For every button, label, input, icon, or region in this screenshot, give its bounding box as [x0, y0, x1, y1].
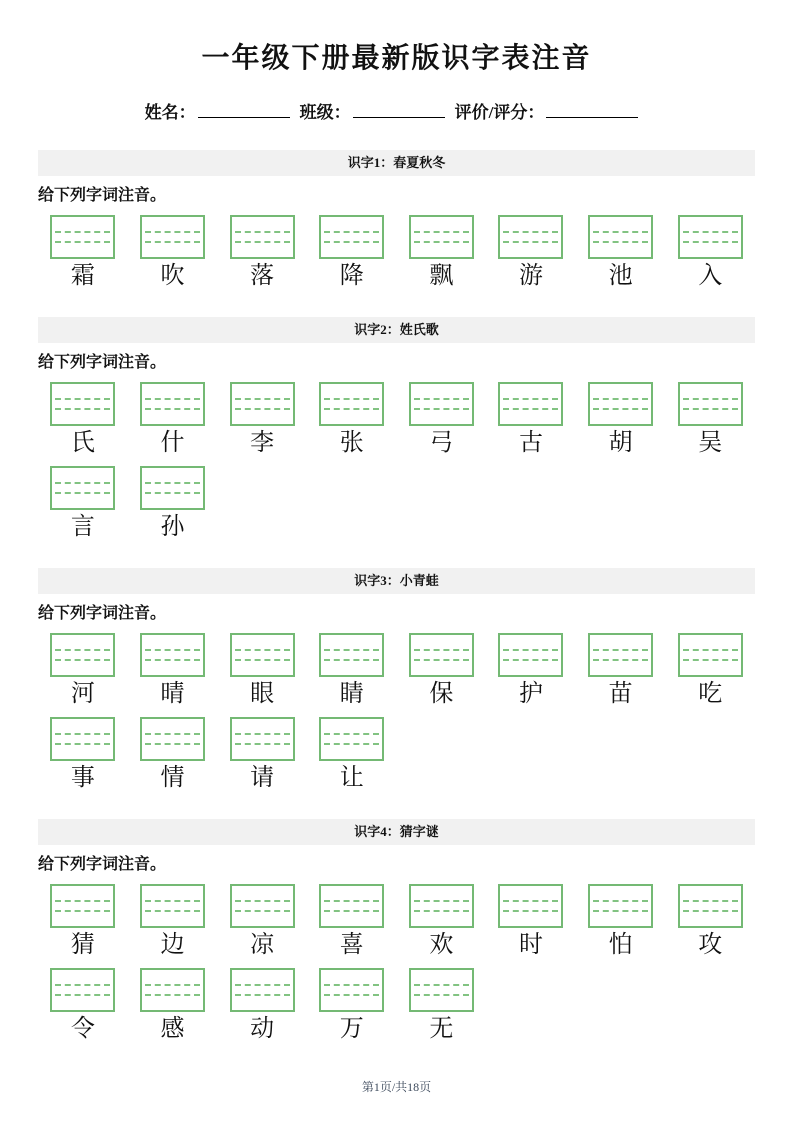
- pinyin-cell: [307, 884, 397, 960]
- pinyin-box[interactable]: [588, 382, 653, 426]
- pinyin-cell: [486, 215, 576, 291]
- pinyin-cell: [38, 382, 128, 458]
- pinyin-cell: [38, 884, 128, 960]
- character-label: 无: [429, 1016, 454, 1042]
- pinyin-dashed-line: [235, 659, 290, 661]
- pinyin-dashed-line: [55, 398, 110, 400]
- pinyin-box[interactable]: [409, 215, 474, 259]
- pinyin-cell: [307, 968, 397, 1044]
- section-header-bar: [38, 317, 755, 343]
- pinyin-dashed-line: [593, 408, 648, 410]
- pinyin-cell: [397, 968, 487, 1044]
- pinyin-box[interactable]: [678, 382, 743, 426]
- pinyin-dashed-line: [235, 649, 290, 651]
- lesson-section: [38, 568, 755, 793]
- pinyin-dashed-line: [683, 241, 738, 243]
- pinyin-dashed-line: [593, 241, 648, 243]
- pinyin-box[interactable]: [140, 215, 205, 259]
- pinyin-dashed-line: [593, 659, 648, 661]
- pinyin-dashed-line: [324, 649, 379, 651]
- pinyin-dashed-line: [414, 241, 469, 243]
- section-rows: [38, 884, 755, 1044]
- pinyin-box[interactable]: [319, 884, 384, 928]
- page-footer: 第1页/共18页: [361, 1080, 432, 1094]
- pinyin-dashed-line: [683, 398, 738, 400]
- pinyin-dashed-line: [324, 733, 379, 735]
- pinyin-box[interactable]: [140, 633, 205, 677]
- pinyin-box[interactable]: [230, 382, 295, 426]
- pinyin-dashed-line: [503, 900, 558, 902]
- pinyin-dashed-line: [145, 910, 200, 912]
- pinyin-dashed-line: [55, 241, 110, 243]
- pinyin-dashed-line: [503, 398, 558, 400]
- pinyin-dashed-line: [324, 231, 379, 233]
- section-header-bar: [38, 819, 755, 845]
- pinyin-dashed-line: [324, 900, 379, 902]
- pinyin-dashed-line: [414, 984, 469, 986]
- character-label: 睛: [339, 681, 364, 707]
- pinyin-dashed-line: [55, 649, 110, 651]
- character-label: 飘: [429, 263, 454, 289]
- pinyin-box[interactable]: [230, 717, 295, 761]
- pinyin-box[interactable]: [319, 968, 384, 1012]
- class-blank[interactable]: [353, 103, 445, 118]
- pinyin-cell: [397, 633, 487, 709]
- pinyin-box[interactable]: [409, 884, 474, 928]
- pinyin-cell: [576, 633, 666, 709]
- pinyin-box[interactable]: [498, 382, 563, 426]
- pinyin-dashed-line: [55, 659, 110, 661]
- pinyin-dashed-line: [503, 241, 558, 243]
- pinyin-dashed-line: [503, 659, 558, 661]
- pinyin-cell: [307, 717, 397, 793]
- pinyin-dashed-line: [55, 408, 110, 410]
- pinyin-dashed-line: [235, 241, 290, 243]
- score-label: 评价/评分：: [454, 103, 545, 122]
- pinyin-dashed-line: [683, 900, 738, 902]
- pinyin-dashed-line: [145, 733, 200, 735]
- character-label: 张: [339, 430, 364, 456]
- pinyin-dashed-line: [324, 241, 379, 243]
- character-label: 吃: [698, 681, 723, 707]
- pinyin-dashed-line: [145, 241, 200, 243]
- character-label: 胡: [608, 430, 633, 456]
- pinyin-dashed-line: [414, 408, 469, 410]
- pinyin-dashed-line: [55, 743, 110, 745]
- pinyin-dashed-line: [414, 900, 469, 902]
- pinyin-box[interactable]: [140, 466, 205, 510]
- section-title: 识字3：小青蛙: [354, 573, 439, 588]
- pinyin-dashed-line: [145, 398, 200, 400]
- pinyin-box[interactable]: [230, 215, 295, 259]
- pinyin-dashed-line: [324, 408, 379, 410]
- pinyin-cell: [397, 215, 487, 291]
- pinyin-cell: [217, 884, 307, 960]
- pinyin-dashed-line: [235, 910, 290, 912]
- character-label: 护: [518, 681, 543, 707]
- pinyin-box[interactable]: [409, 968, 474, 1012]
- pinyin-box[interactable]: [409, 633, 474, 677]
- name-label: 姓名：: [144, 103, 196, 122]
- character-label: 氏: [70, 430, 95, 456]
- pinyin-dashed-line: [145, 231, 200, 233]
- character-label: 眼: [250, 681, 275, 707]
- section-header-bar: [38, 568, 755, 594]
- section-title: 识字2：姓氏歌: [354, 322, 439, 337]
- pinyin-dashed-line: [145, 492, 200, 494]
- character-label: 苗: [608, 681, 633, 707]
- character-label: 古: [518, 430, 543, 456]
- page-title: 一年级下册最新版识字表注音: [201, 43, 592, 74]
- pinyin-box[interactable]: [230, 884, 295, 928]
- pinyin-dashed-line: [324, 984, 379, 986]
- pinyin-cell: [665, 633, 755, 709]
- section-rows: [38, 215, 755, 291]
- character-label: 弓: [429, 430, 454, 456]
- pinyin-cell: [665, 215, 755, 291]
- pinyin-dashed-line: [414, 231, 469, 233]
- pinyin-dashed-line: [414, 398, 469, 400]
- lesson-section: [38, 819, 755, 1044]
- pinyin-cell: [665, 884, 755, 960]
- score-blank[interactable]: [546, 103, 638, 118]
- pinyin-cell: [307, 382, 397, 458]
- pinyin-box[interactable]: [50, 466, 115, 510]
- pinyin-cell: [128, 968, 218, 1044]
- pinyin-cell: [38, 968, 128, 1044]
- pinyin-dashed-line: [503, 231, 558, 233]
- pinyin-cell: [307, 215, 397, 291]
- pinyin-box[interactable]: [678, 884, 743, 928]
- pinyin-dashed-line: [55, 231, 110, 233]
- pinyin-grid-row: [38, 215, 755, 291]
- pinyin-cell: [217, 633, 307, 709]
- pinyin-dashed-line: [55, 910, 110, 912]
- pinyin-box[interactable]: [319, 215, 384, 259]
- pinyin-box[interactable]: [50, 884, 115, 928]
- pinyin-cell: [128, 633, 218, 709]
- section-header-bar: [38, 150, 755, 176]
- pinyin-cell: [486, 884, 576, 960]
- pinyin-box[interactable]: [140, 382, 205, 426]
- pinyin-dashed-line: [593, 649, 648, 651]
- pinyin-dashed-line: [145, 482, 200, 484]
- pinyin-box[interactable]: [50, 382, 115, 426]
- pinyin-box[interactable]: [50, 717, 115, 761]
- character-label: 落: [250, 263, 275, 289]
- pinyin-box[interactable]: [319, 382, 384, 426]
- pinyin-dashed-line: [145, 900, 200, 902]
- pinyin-cell: [128, 382, 218, 458]
- pinyin-dashed-line: [593, 900, 648, 902]
- pinyin-box[interactable]: [588, 215, 653, 259]
- pinyin-cell: [128, 884, 218, 960]
- character-label: 晴: [160, 681, 185, 707]
- character-label: 入: [698, 263, 723, 289]
- pinyin-box[interactable]: [319, 633, 384, 677]
- pinyin-box[interactable]: [50, 215, 115, 259]
- instruction-text: 给下列字词注音。: [38, 856, 167, 873]
- pinyin-box[interactable]: [140, 717, 205, 761]
- pinyin-cell: [128, 215, 218, 291]
- pinyin-dashed-line: [324, 659, 379, 661]
- pinyin-dashed-line: [503, 649, 558, 651]
- pinyin-dashed-line: [145, 743, 200, 745]
- pinyin-dashed-line: [414, 659, 469, 661]
- pinyin-cell: [38, 717, 128, 793]
- pinyin-dashed-line: [324, 994, 379, 996]
- character-label: 吴: [698, 430, 723, 456]
- character-label: 时: [518, 932, 543, 958]
- instruction-text: 给下列字词注音。: [38, 605, 167, 622]
- pinyin-dashed-line: [503, 910, 558, 912]
- pinyin-dashed-line: [235, 900, 290, 902]
- character-label: 令: [70, 1016, 95, 1042]
- pinyin-dashed-line: [235, 984, 290, 986]
- pinyin-grid-row: [38, 633, 755, 709]
- pinyin-dashed-line: [145, 408, 200, 410]
- pinyin-box[interactable]: [230, 633, 295, 677]
- character-label: 欢: [429, 932, 454, 958]
- pinyin-box[interactable]: [498, 884, 563, 928]
- info-line: [38, 102, 755, 124]
- character-label: 孙: [160, 514, 185, 540]
- character-label: 边: [160, 932, 185, 958]
- instruction-text: 给下列字词注音。: [38, 187, 167, 204]
- pinyin-dashed-line: [55, 482, 110, 484]
- pinyin-cell: [217, 215, 307, 291]
- lesson-section: [38, 150, 755, 291]
- pinyin-box[interactable]: [588, 633, 653, 677]
- pinyin-dashed-line: [593, 231, 648, 233]
- character-label: 猜: [70, 932, 95, 958]
- pinyin-dashed-line: [414, 994, 469, 996]
- pinyin-dashed-line: [235, 231, 290, 233]
- pinyin-dashed-line: [55, 984, 110, 986]
- pinyin-dashed-line: [683, 408, 738, 410]
- pinyin-dashed-line: [324, 398, 379, 400]
- pinyin-dashed-line: [55, 994, 110, 996]
- character-label: 吹: [160, 263, 185, 289]
- character-label: 池: [608, 263, 633, 289]
- instruction-text: 给下列字词注音。: [38, 354, 167, 371]
- lesson-section: [38, 317, 755, 542]
- pinyin-dashed-line: [414, 910, 469, 912]
- pinyin-box[interactable]: [498, 215, 563, 259]
- section-title: 识字1：春夏秋冬: [347, 155, 446, 170]
- character-label: 攻: [698, 932, 723, 958]
- character-label: 霜: [70, 263, 95, 289]
- pinyin-cell: [128, 466, 218, 542]
- pinyin-cell: [665, 382, 755, 458]
- pinyin-dashed-line: [235, 398, 290, 400]
- pinyin-box[interactable]: [50, 968, 115, 1012]
- pinyin-box[interactable]: [678, 633, 743, 677]
- pinyin-dashed-line: [145, 984, 200, 986]
- pinyin-box[interactable]: [50, 633, 115, 677]
- pinyin-dashed-line: [683, 910, 738, 912]
- pinyin-grid-row: [38, 466, 755, 542]
- pinyin-cell: [397, 382, 487, 458]
- pinyin-dashed-line: [145, 994, 200, 996]
- name-blank[interactable]: [198, 103, 290, 118]
- character-label: 游: [518, 263, 543, 289]
- character-label: 怕: [608, 932, 633, 958]
- pinyin-box[interactable]: [588, 884, 653, 928]
- pinyin-box[interactable]: [678, 215, 743, 259]
- pinyin-cell: [217, 717, 307, 793]
- pinyin-dashed-line: [55, 733, 110, 735]
- pinyin-cell: [307, 633, 397, 709]
- pinyin-cell: [576, 382, 666, 458]
- pinyin-box[interactable]: [230, 968, 295, 1012]
- pinyin-box[interactable]: [409, 382, 474, 426]
- pinyin-cell: [128, 717, 218, 793]
- section-rows: [38, 382, 755, 542]
- character-label: 感: [160, 1016, 185, 1042]
- character-label: 言: [70, 514, 95, 540]
- pinyin-dashed-line: [414, 649, 469, 651]
- pinyin-dashed-line: [145, 649, 200, 651]
- character-label: 降: [339, 263, 364, 289]
- character-label: 李: [250, 430, 275, 456]
- pinyin-cell: [38, 633, 128, 709]
- pinyin-dashed-line: [145, 659, 200, 661]
- pinyin-box[interactable]: [140, 968, 205, 1012]
- character-label: 情: [160, 765, 185, 791]
- pinyin-dashed-line: [503, 408, 558, 410]
- character-label: 保: [429, 681, 454, 707]
- character-label: 万: [339, 1016, 364, 1042]
- pinyin-dashed-line: [593, 910, 648, 912]
- character-label: 凉: [250, 932, 275, 958]
- sections-container: [38, 150, 755, 1044]
- pinyin-grid-row: [38, 717, 755, 793]
- pinyin-cell: [38, 466, 128, 542]
- pinyin-cell: [217, 968, 307, 1044]
- section-rows: [38, 633, 755, 793]
- pinyin-cell: [486, 633, 576, 709]
- character-label: 河: [70, 681, 95, 707]
- pinyin-dashed-line: [683, 649, 738, 651]
- pinyin-cell: [217, 382, 307, 458]
- pinyin-box[interactable]: [319, 717, 384, 761]
- pinyin-dashed-line: [593, 398, 648, 400]
- pinyin-dashed-line: [235, 743, 290, 745]
- pinyin-dashed-line: [683, 231, 738, 233]
- section-title: 识字4：猜字谜: [354, 824, 439, 839]
- pinyin-dashed-line: [324, 910, 379, 912]
- character-label: 喜: [339, 932, 364, 958]
- pinyin-grid-row: [38, 968, 755, 1044]
- pinyin-dashed-line: [235, 994, 290, 996]
- pinyin-cell: [38, 215, 128, 291]
- pinyin-cell: [576, 215, 666, 291]
- character-label: 让: [339, 765, 364, 791]
- pinyin-cell: [486, 382, 576, 458]
- pinyin-dashed-line: [324, 743, 379, 745]
- pinyin-dashed-line: [683, 659, 738, 661]
- class-label: 班级：: [299, 103, 351, 122]
- pinyin-dashed-line: [235, 408, 290, 410]
- pinyin-dashed-line: [235, 733, 290, 735]
- pinyin-dashed-line: [55, 900, 110, 902]
- pinyin-box[interactable]: [498, 633, 563, 677]
- character-label: 请: [250, 765, 275, 791]
- pinyin-grid-row: [38, 884, 755, 960]
- pinyin-box[interactable]: [140, 884, 205, 928]
- character-label: 什: [160, 430, 185, 456]
- pinyin-dashed-line: [55, 492, 110, 494]
- pinyin-grid-row: [38, 382, 755, 458]
- pinyin-cell: [397, 884, 487, 960]
- pinyin-cell: [576, 884, 666, 960]
- character-label: 事: [70, 765, 95, 791]
- character-label: 动: [250, 1016, 275, 1042]
